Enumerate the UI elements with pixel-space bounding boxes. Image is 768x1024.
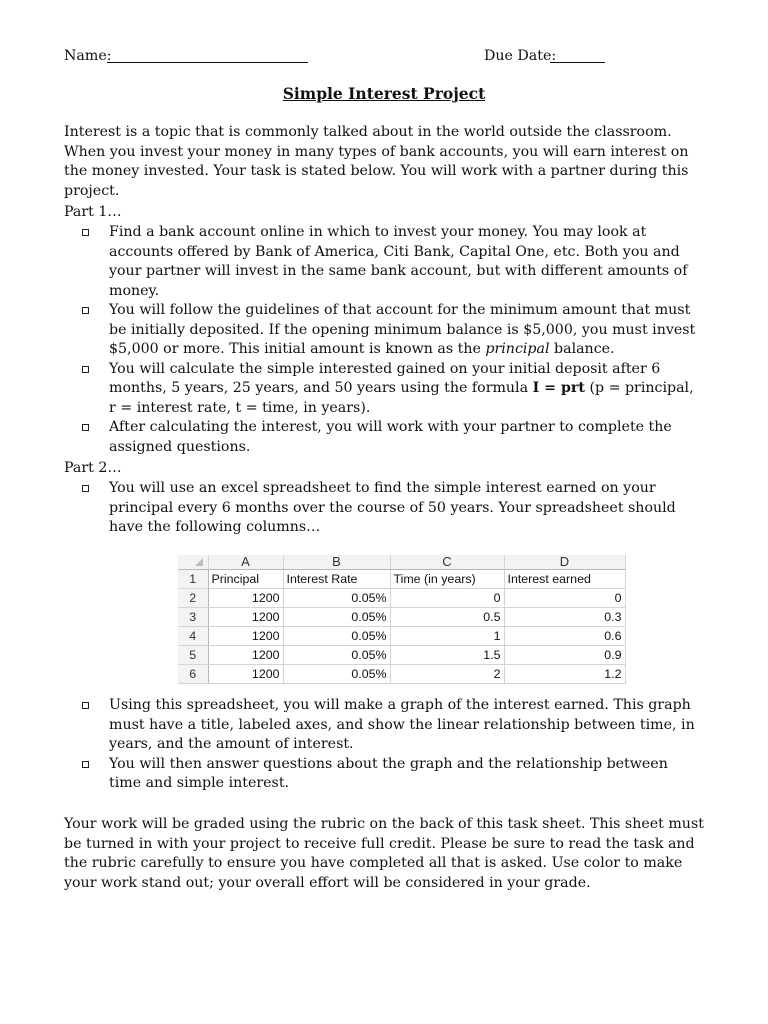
table-cell: 0.05% [283, 589, 390, 608]
list-item-text-end: (p = principal, r = interest rate, t = time, in years). [109, 380, 694, 416]
row-number: 4 [178, 627, 208, 646]
table-cell: 2 [390, 665, 504, 684]
list-item [82, 360, 704, 419]
column-header: Interest Rate [283, 570, 390, 589]
table-cell: 0.5 [390, 608, 504, 627]
checkbox-bullet-icon [82, 366, 89, 373]
table-row [178, 589, 625, 608]
column-letter-row [178, 555, 625, 570]
intro-paragraph: Interest is a topic that is commonly talked about in the world outside the classroom. When you invest your money in many types of bank accounts, you will earn interest on the money invested. Your task is stated below. You will work with a partner during this project. [64, 124, 689, 199]
spreadsheet-image [178, 554, 633, 681]
part2-list [82, 479, 704, 538]
list-item [82, 418, 704, 457]
principal-term: principal [485, 341, 550, 357]
table-row [178, 608, 625, 627]
column-letter: A [208, 555, 283, 570]
page-title: Simple Interest Project [282, 84, 486, 103]
table-cell: 1200 [208, 665, 283, 684]
select-all-icon [195, 558, 203, 566]
row-number: 5 [178, 646, 208, 665]
table-cell: 0.9 [504, 646, 625, 665]
column-header: Principal [208, 570, 283, 589]
list-item [82, 479, 704, 538]
checkbox-bullet-icon [82, 424, 89, 431]
list-item [82, 223, 704, 301]
checkbox-bullet-icon [82, 702, 89, 709]
table-cell: 1200 [208, 589, 283, 608]
list-item-text-end: balance. [549, 341, 615, 357]
table-cell: 0.05% [283, 665, 390, 684]
list-item-text: After calculating the interest, you will work with your partner to complete the assigned questions. [109, 419, 672, 455]
column-header: Interest earned [504, 570, 625, 589]
closing-paragraph: Your work will be graded using the rubric on the back of this task sheet. This sheet must be turned in with your project to receive full credit. Please be sure to read the task and the rubric carefully to ensure you have completed all that is asked. Use color to make your work stand out; your overall effort will be considered in your grade. [64, 816, 704, 891]
list-item-text: Find a bank account online in which to invest your money. You may look at accounts offered by Bank of America, Citi Bank, Capital One, etc. Both you and your partner will invest in the same bank account, but with different amounts of money. [109, 224, 688, 299]
table-cell: 1.5 [390, 646, 504, 665]
select-all-corner [178, 555, 208, 570]
row-number: 2 [178, 589, 208, 608]
list-item [82, 301, 704, 360]
table-cell: 0.05% [283, 608, 390, 627]
table-cell: 0.05% [283, 646, 390, 665]
list-item [82, 755, 704, 794]
list-item-text: You will then answer questions about the graph and the relationship between time and simple interest. [109, 755, 668, 791]
table-cell: 1200 [208, 627, 283, 646]
table-cell: 0 [390, 589, 504, 608]
part1-list [82, 223, 704, 457]
table-cell: 1200 [208, 646, 283, 665]
row-number: 3 [178, 608, 208, 627]
column-letter: D [504, 555, 625, 570]
list-item-text: Using this spreadsheet, you will make a graph of the interest earned. This graph must have a title, labeled axes, and show the linear relationship between time, in years, and the amount of interest. [109, 697, 695, 752]
table-cell: 0.05% [283, 627, 390, 646]
checkbox-bullet-icon [82, 229, 89, 236]
list-item [82, 696, 704, 755]
part2-list-continued [82, 696, 704, 794]
table-cell: 1.2 [504, 665, 625, 684]
column-letter: C [390, 555, 504, 570]
row-number: 6 [178, 665, 208, 684]
header-row [64, 47, 704, 67]
formula: I = prt [532, 380, 585, 396]
list-item-text: You will use an excel spreadsheet to find the simple interest earned on your principal every 6 months over the course of 50 years. Your spreadsheet should have the following columns… [109, 480, 676, 535]
checkbox-bullet-icon [82, 485, 89, 492]
list-item-text: You will follow the guidelines of that account for the minimum amount that must be initially deposited. If the opening minimum balance is $5,000, you must invest $5,000 or more. This initial amount is known as the [109, 302, 696, 357]
table-cell: 0.3 [504, 608, 625, 627]
table-header-row [178, 570, 625, 589]
name-blank-line [107, 62, 308, 63]
checkbox-bullet-icon [82, 761, 89, 768]
table-cell: 1200 [208, 608, 283, 627]
list-item-text: You will calculate the simple interested gained on your initial deposit after 6 months, 5 years, 25 years, and 50 years using the formula [109, 360, 661, 396]
name-label: Name: [64, 48, 112, 64]
checkbox-bullet-icon [82, 307, 89, 314]
table-cell: 0 [504, 589, 625, 608]
column-letter: B [283, 555, 390, 570]
table-row [178, 627, 625, 646]
table-cell: 1 [390, 627, 504, 646]
row-number: 1 [178, 570, 208, 589]
part2-heading: Part 2… [64, 460, 122, 476]
table-cell: 0.6 [504, 627, 625, 646]
due-date-label: Due Date: [484, 48, 557, 64]
table-row [178, 646, 625, 665]
table-row [178, 665, 625, 684]
due-date-blank-line [550, 62, 605, 63]
column-header: Time (in years) [390, 570, 504, 589]
part1-heading: Part 1… [64, 204, 122, 220]
